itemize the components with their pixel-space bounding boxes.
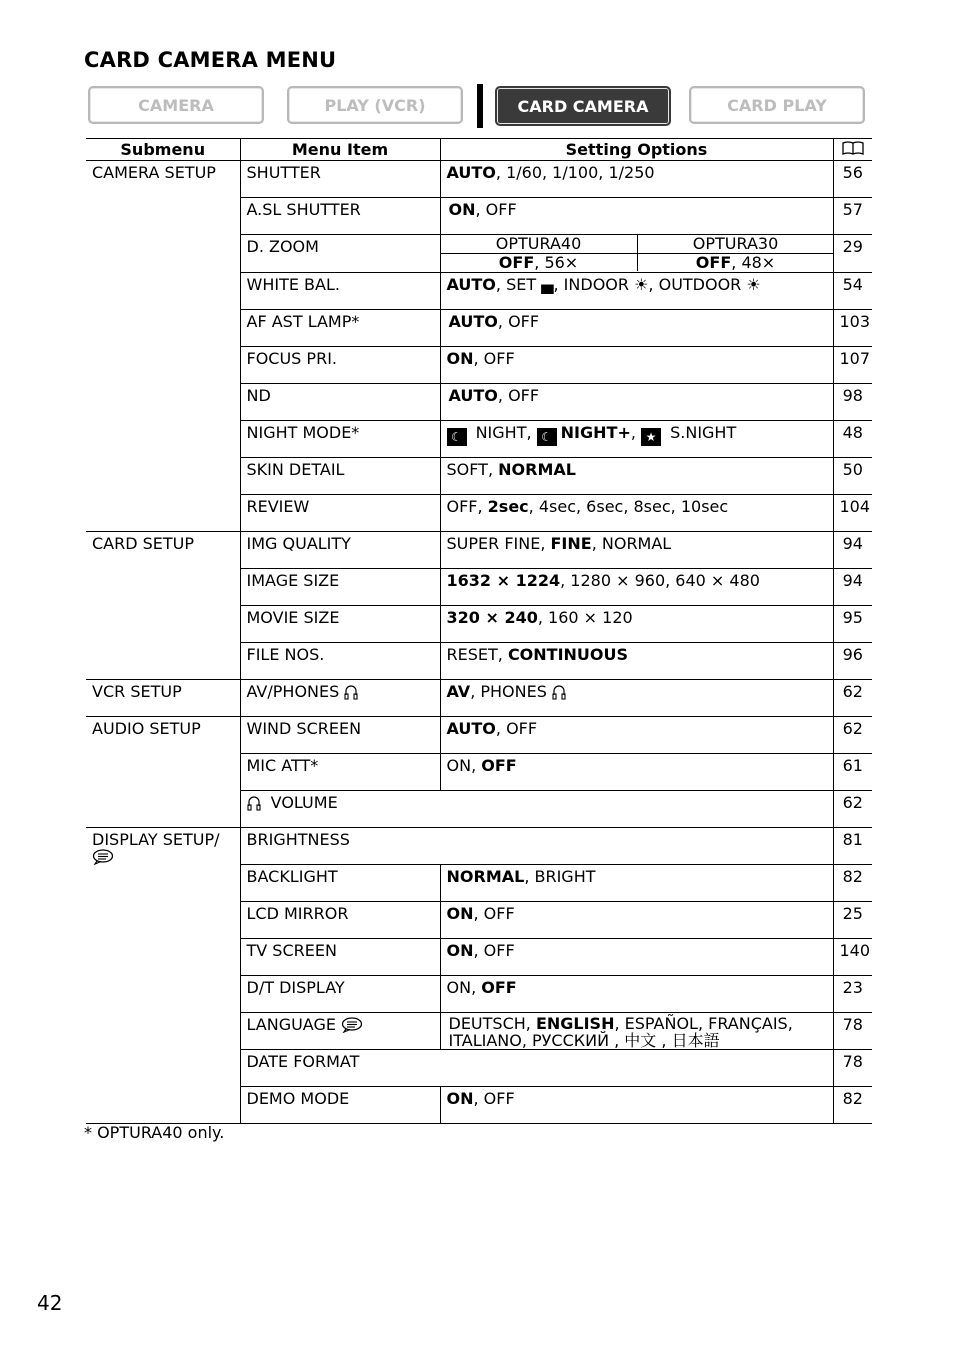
- menu-item: WIND SCREEN: [240, 717, 440, 754]
- model-optura30: OPTURA30: [638, 235, 834, 254]
- menu-item: SHUTTER: [240, 161, 440, 198]
- moon-icon: ☾: [447, 428, 467, 446]
- menu-item: FOCUS PRI.: [240, 347, 440, 384]
- submenu-card-setup: CARD SETUP: [86, 532, 240, 680]
- page-ref: 25: [833, 902, 872, 939]
- table-row: [86, 828, 872, 865]
- page-ref: 57: [833, 198, 872, 235]
- setting-options: ON, OFF: [440, 754, 833, 791]
- setting-options: AUTO, OFF: [440, 384, 833, 421]
- menu-item: SKIN DETAIL: [240, 458, 440, 495]
- menu-item: AV/PHONES: [240, 680, 440, 717]
- menu-item: VOLUME: [240, 791, 833, 828]
- menu-item: LANGUAGE: [240, 1013, 440, 1050]
- setting-options: ON, OFF: [440, 939, 833, 976]
- menu-item: DATE FORMAT: [240, 1050, 833, 1087]
- menu-item: FILE NOS.: [240, 643, 440, 680]
- setting-options: AUTO, OFF: [440, 717, 833, 754]
- page-ref: 94: [833, 532, 872, 569]
- page-ref: 95: [833, 606, 872, 643]
- menu-item: AF AST LAMP*: [240, 310, 440, 347]
- menu-item: WHITE BAL.: [240, 273, 440, 310]
- page-ref: 98: [833, 384, 872, 421]
- page-ref: 96: [833, 643, 872, 680]
- setting-options: OFF, 2sec, 4sec, 6sec, 8sec, 10sec: [440, 495, 833, 532]
- star-icon: ★: [641, 428, 661, 446]
- page-ref: 104: [833, 495, 872, 532]
- page-ref: 62: [833, 680, 872, 717]
- setting-options: RESET, CONTINUOUS: [440, 643, 833, 680]
- table-row: [86, 680, 872, 717]
- page-ref: 29: [833, 235, 872, 273]
- menu-item: BACKLIGHT: [240, 865, 440, 902]
- tab-divider: [477, 84, 483, 128]
- menu-item: ND: [240, 384, 440, 421]
- tab-card-play: CARD PLAY: [689, 86, 865, 124]
- menu-item: IMG QUALITY: [240, 532, 440, 569]
- menu-item: A.SL SHUTTER: [240, 198, 440, 235]
- setting-options: SOFT, NORMAL: [440, 458, 833, 495]
- page-ref: 56: [833, 161, 872, 198]
- setting-options: NORMAL, BRIGHT: [440, 865, 833, 902]
- headphones-icon: [247, 795, 261, 811]
- headphones-icon: [344, 684, 358, 700]
- page-ref: 54: [833, 273, 872, 310]
- page-ref: 82: [833, 865, 872, 902]
- menu-item: NIGHT MODE*: [240, 421, 440, 458]
- table-header: [86, 139, 872, 161]
- setting-options: 1632 × 1224, 1280 × 960, 640 × 480: [440, 569, 833, 606]
- table-row: [86, 717, 872, 754]
- header-menu-item: Menu Item: [240, 139, 440, 161]
- page-ref: 81: [833, 828, 872, 865]
- menu-tabs: [86, 84, 866, 128]
- setting-options: ON, OFF: [440, 198, 833, 235]
- page-title: CARD CAMERA MENU: [84, 48, 337, 72]
- submenu-camera-setup: CAMERA SETUP: [86, 161, 240, 532]
- menu-item: D. ZOOM: [240, 235, 440, 273]
- page-ref: 48: [833, 421, 872, 458]
- headphones-icon: [552, 684, 566, 700]
- menu-item: BRIGHTNESS: [240, 828, 833, 865]
- setting-options: ☾ NIGHT, ☾ NIGHT+, ★ S.NIGHT: [440, 421, 833, 458]
- setting-options: SUPER FINE, FINE, NORMAL: [440, 532, 833, 569]
- menu-item: MOVIE SIZE: [240, 606, 440, 643]
- setting-options: ON, OFF: [440, 902, 833, 939]
- page-ref: 78: [833, 1050, 872, 1087]
- model-optura40: OPTURA40: [441, 235, 638, 254]
- setting-options: AUTO, SET ▄, INDOOR ☀, OUTDOOR ☀: [440, 273, 833, 310]
- footnote: * OPTURA40 only.: [84, 1123, 225, 1142]
- menu-item: DEMO MODE: [240, 1087, 440, 1124]
- menu-item: LCD MIRROR: [240, 902, 440, 939]
- table-row: [86, 161, 872, 198]
- book-icon: [833, 139, 872, 161]
- speech-bubble-icon: [92, 849, 114, 865]
- tab-card-camera: CARD CAMERA: [495, 86, 671, 126]
- setting-options: 320 × 240, 160 × 120: [440, 606, 833, 643]
- menu-item: TV SCREEN: [240, 939, 440, 976]
- optura30-options: OFF, 48×: [695, 253, 776, 272]
- menu-item: MIC ATT*: [240, 754, 440, 791]
- page-ref: 61: [833, 754, 872, 791]
- table-row: [86, 532, 872, 569]
- page-ref: 78: [833, 1013, 872, 1050]
- page-number: 42: [37, 1291, 63, 1315]
- speech-bubble-icon: [341, 1017, 363, 1033]
- page-ref: 50: [833, 458, 872, 495]
- setting-options: ON, OFF: [440, 347, 833, 384]
- page-ref: 23: [833, 976, 872, 1013]
- submenu-vcr-setup: VCR SETUP: [86, 680, 240, 717]
- menu-item: D/T DISPLAY: [240, 976, 440, 1013]
- page-ref: 107: [833, 347, 872, 384]
- page-ref: 140: [833, 939, 872, 976]
- page-ref: 103: [833, 310, 872, 347]
- optura40-options: OFF, 56×: [441, 254, 638, 271]
- menu-item: REVIEW: [240, 495, 440, 532]
- menu-table: [86, 138, 872, 1124]
- setting-options: DEUTSCH, ENGLISH, ESPAÑOL, FRANÇAIS, ITALIANO, РУССКИЙ , 中文 , 日本語: [440, 1013, 833, 1050]
- setting-options: ON, OFF: [440, 976, 833, 1013]
- header-submenu: Submenu: [86, 139, 240, 161]
- menu-item: IMAGE SIZE: [240, 569, 440, 606]
- page-ref: 62: [833, 791, 872, 828]
- tab-camera: CAMERA: [88, 86, 264, 124]
- submenu-audio-setup: AUDIO SETUP: [86, 717, 240, 828]
- page-ref: 82: [833, 1087, 872, 1124]
- page-ref: 62: [833, 717, 872, 754]
- submenu-display-setup: DISPLAY SETUP/: [86, 828, 240, 1124]
- setting-options: ON, OFF: [440, 1087, 833, 1124]
- tab-play-vcr: PLAY (VCR): [287, 86, 463, 124]
- moon-plus-icon: ☾: [537, 428, 557, 446]
- setting-options: AV, PHONES: [440, 680, 833, 717]
- setting-options: AUTO, OFF: [440, 310, 833, 347]
- setting-options: AUTO, 1/60, 1/100, 1/250: [440, 161, 833, 198]
- page-ref: 94: [833, 569, 872, 606]
- header-setting-options: Setting Options: [440, 139, 833, 161]
- setting-options: [440, 235, 833, 273]
